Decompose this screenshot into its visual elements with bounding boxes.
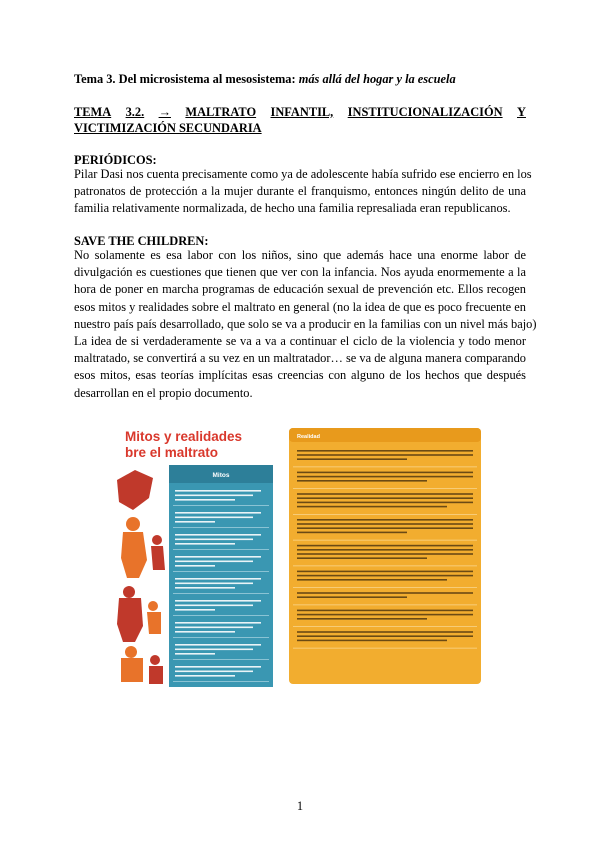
- myths-header: Mitos: [212, 472, 230, 479]
- topic-heading: [74, 105, 526, 136]
- reality-panel: [289, 428, 481, 684]
- chapter-title-prefix: Tema 3. Del microsistema al mesosistema:: [74, 72, 299, 86]
- topic-heading-word: 3.2.: [125, 105, 145, 119]
- paragraph-line: esos mitos y realidades sobre el maltrato en general (no la idea de que es poco frecuente en: [74, 299, 526, 314]
- topic-heading-word: INSTITUCIONALIZACIÓN: [347, 105, 503, 119]
- periodicos-heading: PERIÓDICOS:: [74, 153, 157, 167]
- chapter-title: [74, 72, 534, 87]
- paragraph-line: familia relativamente normalizada, de hecho una familia represaliada eran republicanos.: [74, 201, 511, 216]
- infographic-svg: [113, 420, 489, 688]
- save-the-children-heading: SAVE THE CHILDREN:: [74, 234, 209, 248]
- page-number: 1: [296, 799, 304, 813]
- people-silhouettes: [117, 470, 165, 684]
- paragraph-line: desarrollan en el propio documento.: [74, 385, 253, 400]
- topic-heading-word: →: [158, 105, 171, 119]
- paragraph-line: divulgación es cuestiones que tienen que ver con la infancia. Nos ayuda enormemente a la: [74, 265, 526, 280]
- paragraph-line: Pilar Dasi nos cuenta precisamente como ya de adolescente había sufrido ese encierro en los: [74, 167, 532, 181]
- paragraph-line: nuestro país país desarrollado, que solo se va a producir en la familias con un nivel más bajo): [74, 316, 537, 331]
- reality-header: Realidad: [297, 434, 320, 440]
- paragraph-line: hora de poner en marcha programas de educación sexual de prevención etc. Ellos recogen: [74, 282, 526, 297]
- paragraph-line: patronatos de protección a la mujer durante el franquismo, entonces ningún delito de una: [74, 184, 526, 199]
- topic-heading-word: TEMA: [74, 105, 112, 119]
- save-the-children-paragraph: [74, 247, 537, 402]
- topic-heading-word: Y: [517, 105, 526, 119]
- infographic-title-line-1: Mitos y realidades: [125, 429, 243, 444]
- topic-heading-word: MALTRATO: [185, 105, 257, 119]
- myths-reality-infographic: [113, 420, 489, 688]
- paragraph-line: No solamente es esa labor con los niños, sino que además hace una enorme labor de: [74, 248, 526, 262]
- topic-heading-word: INFANTIL,: [270, 105, 334, 119]
- paragraph-line: maltratado, se convertirá a su vez en un maltratador… se va de alguna manera comparando: [74, 351, 526, 366]
- chapter-title-italic: más allá del hogar y la escuela: [298, 72, 456, 86]
- topic-heading-line-1: [74, 105, 526, 121]
- infographic-title-line-2: bre el maltrato: [125, 445, 219, 460]
- periodicos-paragraph: [74, 166, 532, 218]
- paragraph-line: esos mitos, esas teorías implícitas esas creencias con alguno de los hechos que después: [74, 368, 526, 383]
- topic-heading-line-2: VICTIMIZACIÓN SECUNDARIA: [74, 120, 262, 135]
- paragraph-line: La idea de si verdaderamente se va a va a continuar el ciclo de la violencia y todo menor: [74, 334, 526, 349]
